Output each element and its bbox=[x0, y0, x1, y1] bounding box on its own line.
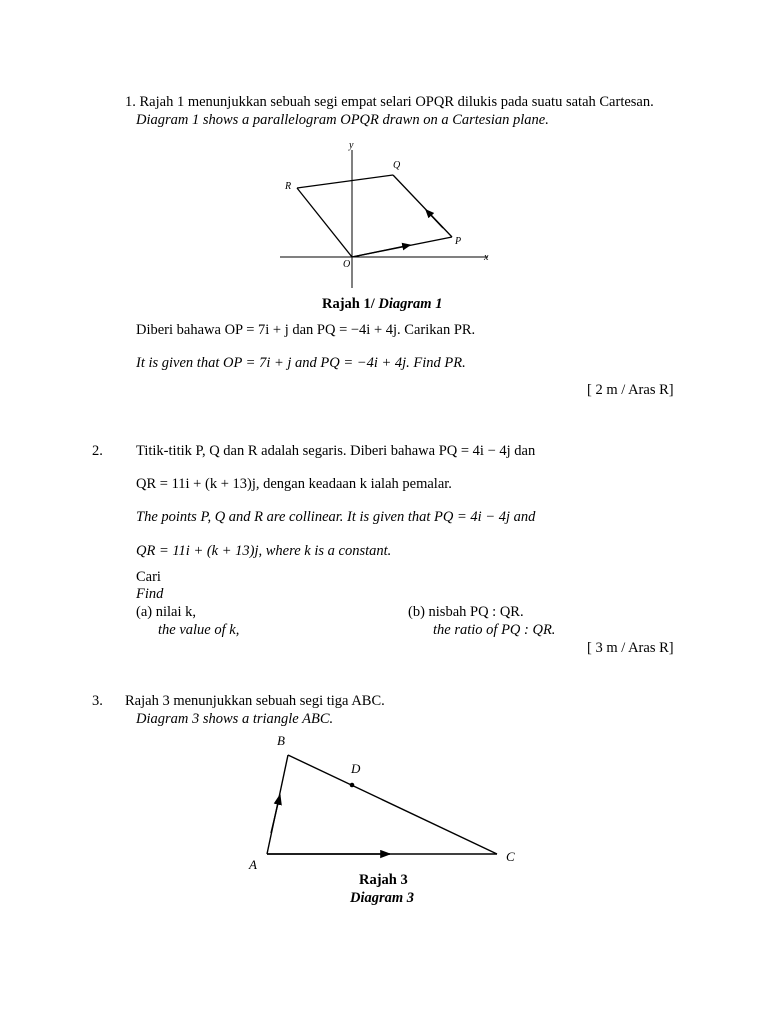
label-y: y bbox=[349, 140, 354, 151]
label-r: R bbox=[285, 181, 292, 192]
q2-part-b-en: the ratio of PQ : QR. bbox=[433, 622, 556, 638]
label-x: x bbox=[484, 252, 489, 263]
q2-line-ms-2: QR = 11i + (k + 13)j, dengan keadaan k ialah pemalar. bbox=[136, 476, 452, 492]
label-b: B bbox=[277, 733, 285, 748]
q1-line-en: Diagram 1 shows a parallelogram OPQR drawn on a Cartesian plane. bbox=[136, 112, 549, 128]
q3-number: 3. bbox=[92, 693, 103, 709]
point-d bbox=[350, 783, 355, 788]
q2-part-b-ms: (b) nisbah PQ : QR. bbox=[408, 604, 524, 620]
q2-part-a-en: the value of k, bbox=[158, 622, 240, 638]
q1-given-en: It is given that OP = 7i + j and PQ = −4i + 4j. Find PR. bbox=[136, 355, 466, 371]
label-d: D bbox=[351, 761, 361, 776]
q3-line-en: Diagram 3 shows a triangle ABC. bbox=[136, 711, 334, 727]
label-o: O bbox=[343, 259, 351, 270]
label-a: A bbox=[249, 857, 257, 872]
q2-cari: Cari bbox=[136, 569, 161, 585]
q3-caption-ms: Rajah 3 bbox=[359, 872, 408, 888]
q2-marks: [ 3 m / Aras R] bbox=[587, 640, 674, 656]
q2-line-en-2: QR = 11i + (k + 13)j, where k is a constant. bbox=[136, 543, 392, 559]
diagram-1-parallelogram bbox=[270, 138, 510, 298]
q3-line-ms: Rajah 3 menunjukkan sebuah segi tiga ABC. bbox=[125, 693, 385, 709]
arrow-op bbox=[352, 245, 410, 257]
label-c: C bbox=[506, 849, 515, 864]
q1-marks: [ 2 m / Aras R] bbox=[587, 382, 674, 398]
diagram-3-triangle bbox=[240, 728, 530, 876]
arrow-pq bbox=[426, 210, 443, 228]
q1-given-ms: Diberi bahawa OP = 7i + j dan PQ = −4i + 4j. Carikan PR. bbox=[136, 322, 476, 338]
q2-number: 2. bbox=[92, 443, 103, 459]
q3-caption-en: Diagram 3 bbox=[350, 890, 415, 906]
label-q: Q bbox=[393, 160, 401, 171]
q1-caption-ms: Rajah 1/ bbox=[322, 296, 375, 312]
side-ro bbox=[297, 188, 352, 257]
q2-line-en-1: The points P, Q and R are collinear. It is given that PQ = 4i − 4j and bbox=[136, 509, 536, 525]
label-p: P bbox=[455, 236, 462, 247]
q1-line-ms: 1. Rajah 1 menunjukkan sebuah segi empat selari OPQR dilukis pada suatu satah Cartesan. bbox=[125, 94, 654, 110]
q2-part-a-ms: (a) nilai k, bbox=[136, 604, 196, 620]
q1-caption bbox=[322, 296, 442, 313]
q1-caption-en: Diagram 1 bbox=[378, 296, 443, 312]
side-bc bbox=[288, 755, 497, 854]
arrow-ab bbox=[271, 795, 280, 833]
q2-line-ms-1: Titik-titik P, Q dan R adalah segaris. Diberi bahawa PQ = 4i − 4j dan bbox=[136, 443, 536, 459]
side-qr bbox=[297, 175, 393, 188]
q2-find: Find bbox=[136, 586, 164, 602]
